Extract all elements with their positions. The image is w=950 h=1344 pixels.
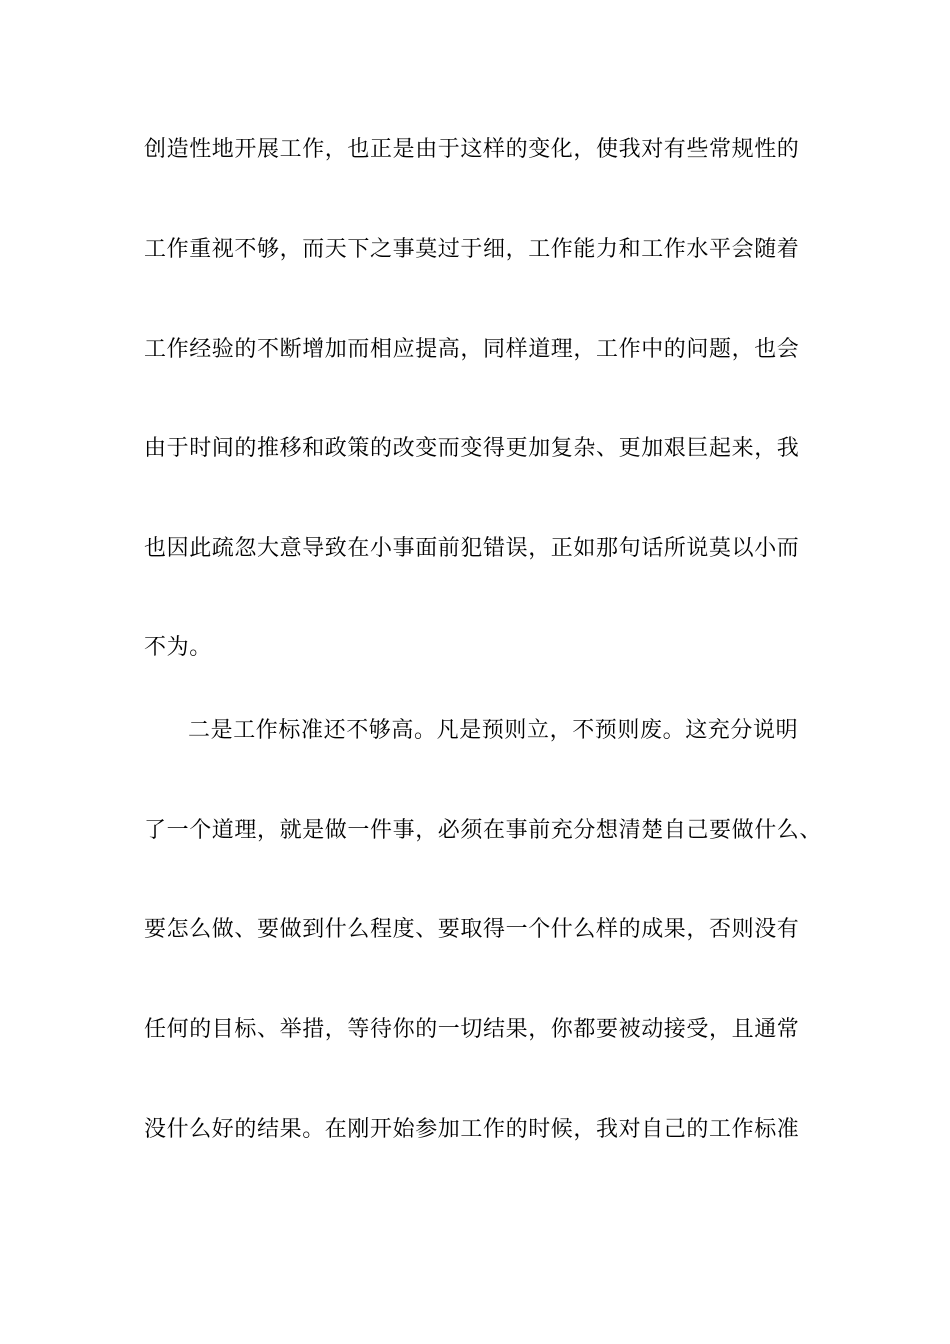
paragraph-first-line: 二是工作标准还不够高。凡是预则立，不预则废。这充分说明 [188,718,799,743]
text-line: 任何的目标、举措，等待你的一切结果，你都要被动接受，且通常 [144,1017,800,1042]
text-line: 也因此疏忽大意导致在小事面前犯错误，正如那句话所说莫以小而 [144,536,800,561]
text-line: 没什么好的结果。在刚开始参加工作的时候，我对自己的工作标准 [144,1117,800,1142]
text-line: 不为。 [144,635,212,660]
text-line: 了一个道理，就是做一件事，必须在事前充分想清楚自己要做什么、 [144,818,823,843]
text-line: 由于时间的推移和政策的改变而变得更加复杂、更加艰巨起来，我 [144,436,800,461]
text-line: 工作重视不够，而天下之事莫过于细，工作能力和工作水平会随着 [144,237,800,262]
text-line: 工作经验的不断增加而相应提高，同样道理，工作中的问题，也会 [144,337,800,362]
text-line: 要怎么做、要做到什么程度、要取得一个什么样的成果，否则没有 [144,917,800,942]
text-line: 创造性地开展工作，也正是由于这样的变化，使我对有些常规性的 [144,137,800,162]
